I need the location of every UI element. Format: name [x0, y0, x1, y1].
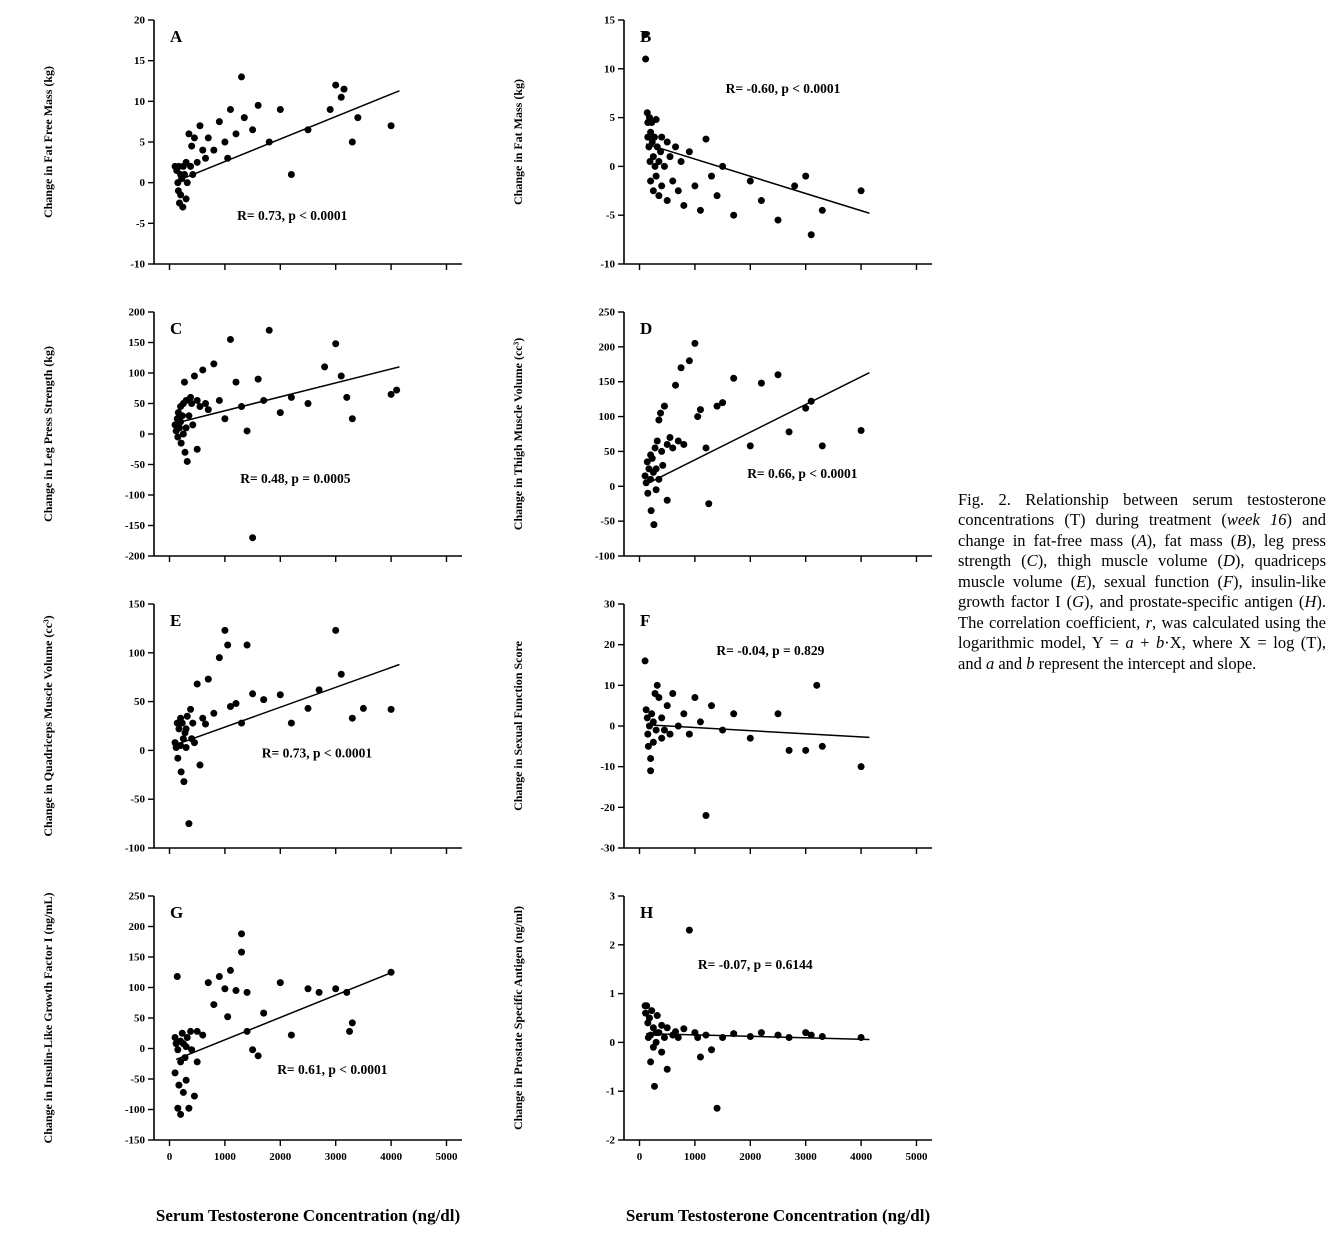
caption-segment: week 16: [1226, 510, 1287, 530]
x-axis-title-left: Serum Testosterone Concentration (ng/dl): [155, 1206, 461, 1225]
svg-text:D: D: [640, 319, 653, 338]
svg-text:10: 10: [604, 63, 615, 76]
svg-text:10: 10: [604, 679, 615, 692]
svg-text:R= 0.73, p < 0.0001: R= 0.73, p < 0.0001: [261, 745, 373, 761]
scatter-plot-D: [506, 298, 946, 590]
svg-text:50: 50: [134, 1012, 145, 1025]
svg-text:-5: -5: [605, 209, 615, 222]
caption-segment: ), quadriceps muscle volume (: [958, 551, 1327, 591]
svg-text:15: 15: [604, 14, 615, 27]
caption-segment: F: [1222, 571, 1234, 591]
svg-text:4000: 4000: [850, 1151, 873, 1163]
svg-text:-50: -50: [130, 1073, 145, 1086]
scatter-plot-C: [36, 298, 476, 590]
svg-text:A: A: [170, 27, 183, 46]
caption-segment: ), insulin-like growth factor I (: [958, 571, 1326, 612]
caption-segment: ), fat mass (: [1146, 530, 1237, 550]
svg-text:3000: 3000: [324, 1151, 347, 1163]
caption-segment: ), sexual function (: [1086, 571, 1223, 591]
svg-text:30: 30: [604, 598, 615, 611]
svg-text:1: 1: [609, 988, 615, 1001]
caption-segment: ) and change in fat-free mass (: [958, 510, 1326, 550]
svg-text:Change in Leg Press Strength (: Change in Leg Press Strength (kg): [41, 346, 55, 522]
svg-text:B: B: [640, 27, 652, 46]
svg-text:250: 250: [128, 890, 145, 903]
caption-segment: H: [1304, 592, 1317, 612]
caption-segment: a: [1125, 633, 1134, 653]
svg-text:5000: 5000: [435, 1151, 458, 1163]
svg-text:150: 150: [128, 598, 145, 611]
caption-segment: ), thigh muscle volume (: [1037, 551, 1223, 571]
panel-d-chart: [506, 298, 946, 590]
caption-segment: E: [1076, 571, 1087, 591]
svg-text:R= 0.61, p < 0.0001: R= 0.61, p < 0.0001: [277, 1062, 388, 1078]
caption-segment: a: [985, 653, 995, 673]
scatter-plot-A: [36, 6, 476, 298]
svg-text:R= -0.07, p = 0.6144: R= -0.07, p = 0.6144: [697, 957, 813, 973]
svg-text:2000: 2000: [269, 1151, 292, 1163]
svg-text:C: C: [170, 319, 183, 338]
panel-g-chart: [36, 882, 476, 1174]
svg-text:G: G: [170, 903, 184, 922]
svg-text:Change in Quadriceps Muscle Vo: Change in Quadriceps Muscle Volume (cc³): [41, 615, 55, 837]
svg-text:R= -0.04, p = 0.829: R= -0.04, p = 0.829: [716, 643, 825, 659]
svg-text:0: 0: [139, 744, 145, 757]
svg-text:20: 20: [604, 639, 615, 652]
svg-text:0: 0: [166, 1151, 173, 1163]
svg-text:50: 50: [604, 445, 615, 458]
caption-segment: ·X, where X = log (T), and: [958, 633, 1327, 673]
svg-text:5: 5: [139, 136, 145, 149]
svg-text:150: 150: [598, 376, 615, 389]
svg-text:3000: 3000: [794, 1151, 817, 1163]
svg-text:-5: -5: [135, 217, 145, 230]
svg-text:Change in Fat Free Mass (kg): Change in Fat Free Mass (kg): [41, 65, 55, 219]
svg-text:R= -0.60, p < 0.0001: R= -0.60, p < 0.0001: [725, 81, 841, 97]
svg-text:-100: -100: [594, 550, 615, 563]
caption-segment: ), leg press strength (: [958, 530, 1326, 571]
svg-text:R= 0.48, p = 0.0005: R= 0.48, p = 0.0005: [240, 470, 351, 486]
svg-text:0: 0: [636, 1151, 643, 1163]
svg-text:5: 5: [609, 112, 615, 125]
svg-text:F: F: [640, 611, 651, 630]
svg-text:0: 0: [139, 1043, 145, 1055]
panel-c-chart: [36, 298, 476, 590]
svg-text:150: 150: [128, 337, 145, 349]
svg-text:100: 100: [128, 982, 145, 994]
svg-text:Change in Insulin-Like Growth: Change in Insulin-Like Growth Factor I (ng/mL): [41, 892, 55, 1144]
svg-text:1000: 1000: [213, 1151, 236, 1163]
caption-segment: r: [1145, 612, 1152, 632]
svg-text:2000: 2000: [739, 1151, 762, 1163]
svg-text:50: 50: [134, 696, 145, 709]
svg-text:20: 20: [134, 14, 145, 27]
svg-text:-150: -150: [124, 520, 145, 532]
svg-text:-50: -50: [130, 459, 145, 471]
svg-text:H: H: [640, 903, 654, 922]
panel-h-chart: [506, 882, 946, 1174]
scatter-plot-F: [506, 590, 946, 882]
svg-text:Change in Prostate Specific An: Change in Prostate Specific Antigen (ng/ml): [511, 905, 525, 1131]
svg-text:E: E: [170, 611, 182, 630]
x-axis-title-right: Serum Testosterone Concentration (ng/dl): [625, 1206, 931, 1225]
svg-text:-100: -100: [124, 1104, 145, 1116]
svg-text:-10: -10: [130, 258, 145, 271]
caption-segment: C: [1026, 551, 1038, 571]
scatter-plot-E: [36, 590, 476, 882]
caption-segment: Fig. 2. Relationship between serum testosterone concentrations (T) during treatment (: [958, 490, 1326, 530]
panel-e-chart: [36, 590, 476, 882]
svg-text:0: 0: [609, 720, 615, 733]
right-chart-column: [506, 6, 946, 1174]
svg-text:-20: -20: [600, 801, 615, 814]
svg-text:-100: -100: [124, 489, 145, 502]
svg-text:5000: 5000: [905, 1151, 928, 1163]
panel-f-chart: [506, 590, 946, 882]
svg-text:-100: -100: [124, 842, 145, 855]
svg-text:R= 0.66, p < 0.0001: R= 0.66, p < 0.0001: [747, 465, 858, 481]
caption-segment: represent the intercept and slope.: [1034, 653, 1257, 673]
svg-text:Change in Sexual Function Scor: Change in Sexual Function Score: [511, 641, 525, 811]
caption-segment: b: [1155, 633, 1165, 653]
svg-text:3: 3: [609, 890, 615, 903]
svg-text:-10: -10: [600, 761, 615, 774]
svg-text:-150: -150: [124, 1134, 145, 1147]
svg-text:-30: -30: [600, 842, 615, 855]
svg-text:-10: -10: [600, 258, 615, 271]
svg-text:100: 100: [128, 647, 145, 660]
svg-text:-50: -50: [600, 515, 615, 528]
svg-text:1000: 1000: [683, 1151, 706, 1163]
caption-segment: ), and prostate-specific antigen (: [1084, 592, 1305, 612]
panel-b-chart: [506, 6, 946, 298]
caption-segment: , was calculated using the logarithmic model, Y =: [958, 612, 1326, 653]
svg-text:R= 0.73, p < 0.0001: R= 0.73, p < 0.0001: [237, 208, 348, 224]
svg-text:0: 0: [139, 177, 145, 190]
caption-segment: +: [1133, 633, 1156, 653]
caption-segment: B: [1236, 530, 1247, 550]
svg-text:4000: 4000: [380, 1151, 403, 1163]
svg-text:200: 200: [128, 921, 145, 933]
svg-text:50: 50: [134, 398, 145, 410]
svg-text:100: 100: [128, 367, 145, 380]
scatter-plot-G: [36, 882, 476, 1174]
caption-segment: A: [1136, 530, 1147, 550]
svg-text:-50: -50: [130, 793, 145, 806]
caption-segment: ). The correlation coefficient,: [958, 592, 1326, 632]
scatter-plot-B: [506, 6, 946, 298]
svg-text:0: 0: [139, 428, 145, 441]
left-chart-column: [36, 6, 476, 1174]
svg-text:150: 150: [128, 951, 145, 964]
svg-text:Change in Thigh Muscle Volume: Change in Thigh Muscle Volume (cc³): [511, 337, 525, 531]
caption-segment: D: [1222, 551, 1235, 571]
caption-segment: G: [1072, 592, 1085, 612]
svg-text:-1: -1: [605, 1085, 615, 1098]
svg-text:250: 250: [598, 306, 615, 319]
svg-text:Change in Fat Mass (kg): Change in Fat Mass (kg): [511, 78, 525, 206]
svg-text:0: 0: [609, 1036, 615, 1049]
svg-text:10: 10: [134, 95, 145, 108]
svg-text:0: 0: [609, 160, 615, 173]
svg-text:200: 200: [598, 341, 615, 354]
svg-text:100: 100: [598, 411, 615, 424]
svg-text:2: 2: [609, 939, 615, 952]
figure-caption: [958, 490, 1326, 674]
svg-text:200: 200: [128, 306, 145, 319]
caption-segment: and: [994, 653, 1027, 673]
scatter-plot-H: [506, 882, 946, 1174]
svg-text:15: 15: [134, 55, 145, 68]
svg-text:0: 0: [609, 480, 615, 493]
svg-text:-200: -200: [124, 550, 145, 563]
svg-text:-2: -2: [605, 1134, 615, 1147]
caption-segment: b: [1026, 653, 1035, 673]
panel-a-chart: [36, 6, 476, 298]
